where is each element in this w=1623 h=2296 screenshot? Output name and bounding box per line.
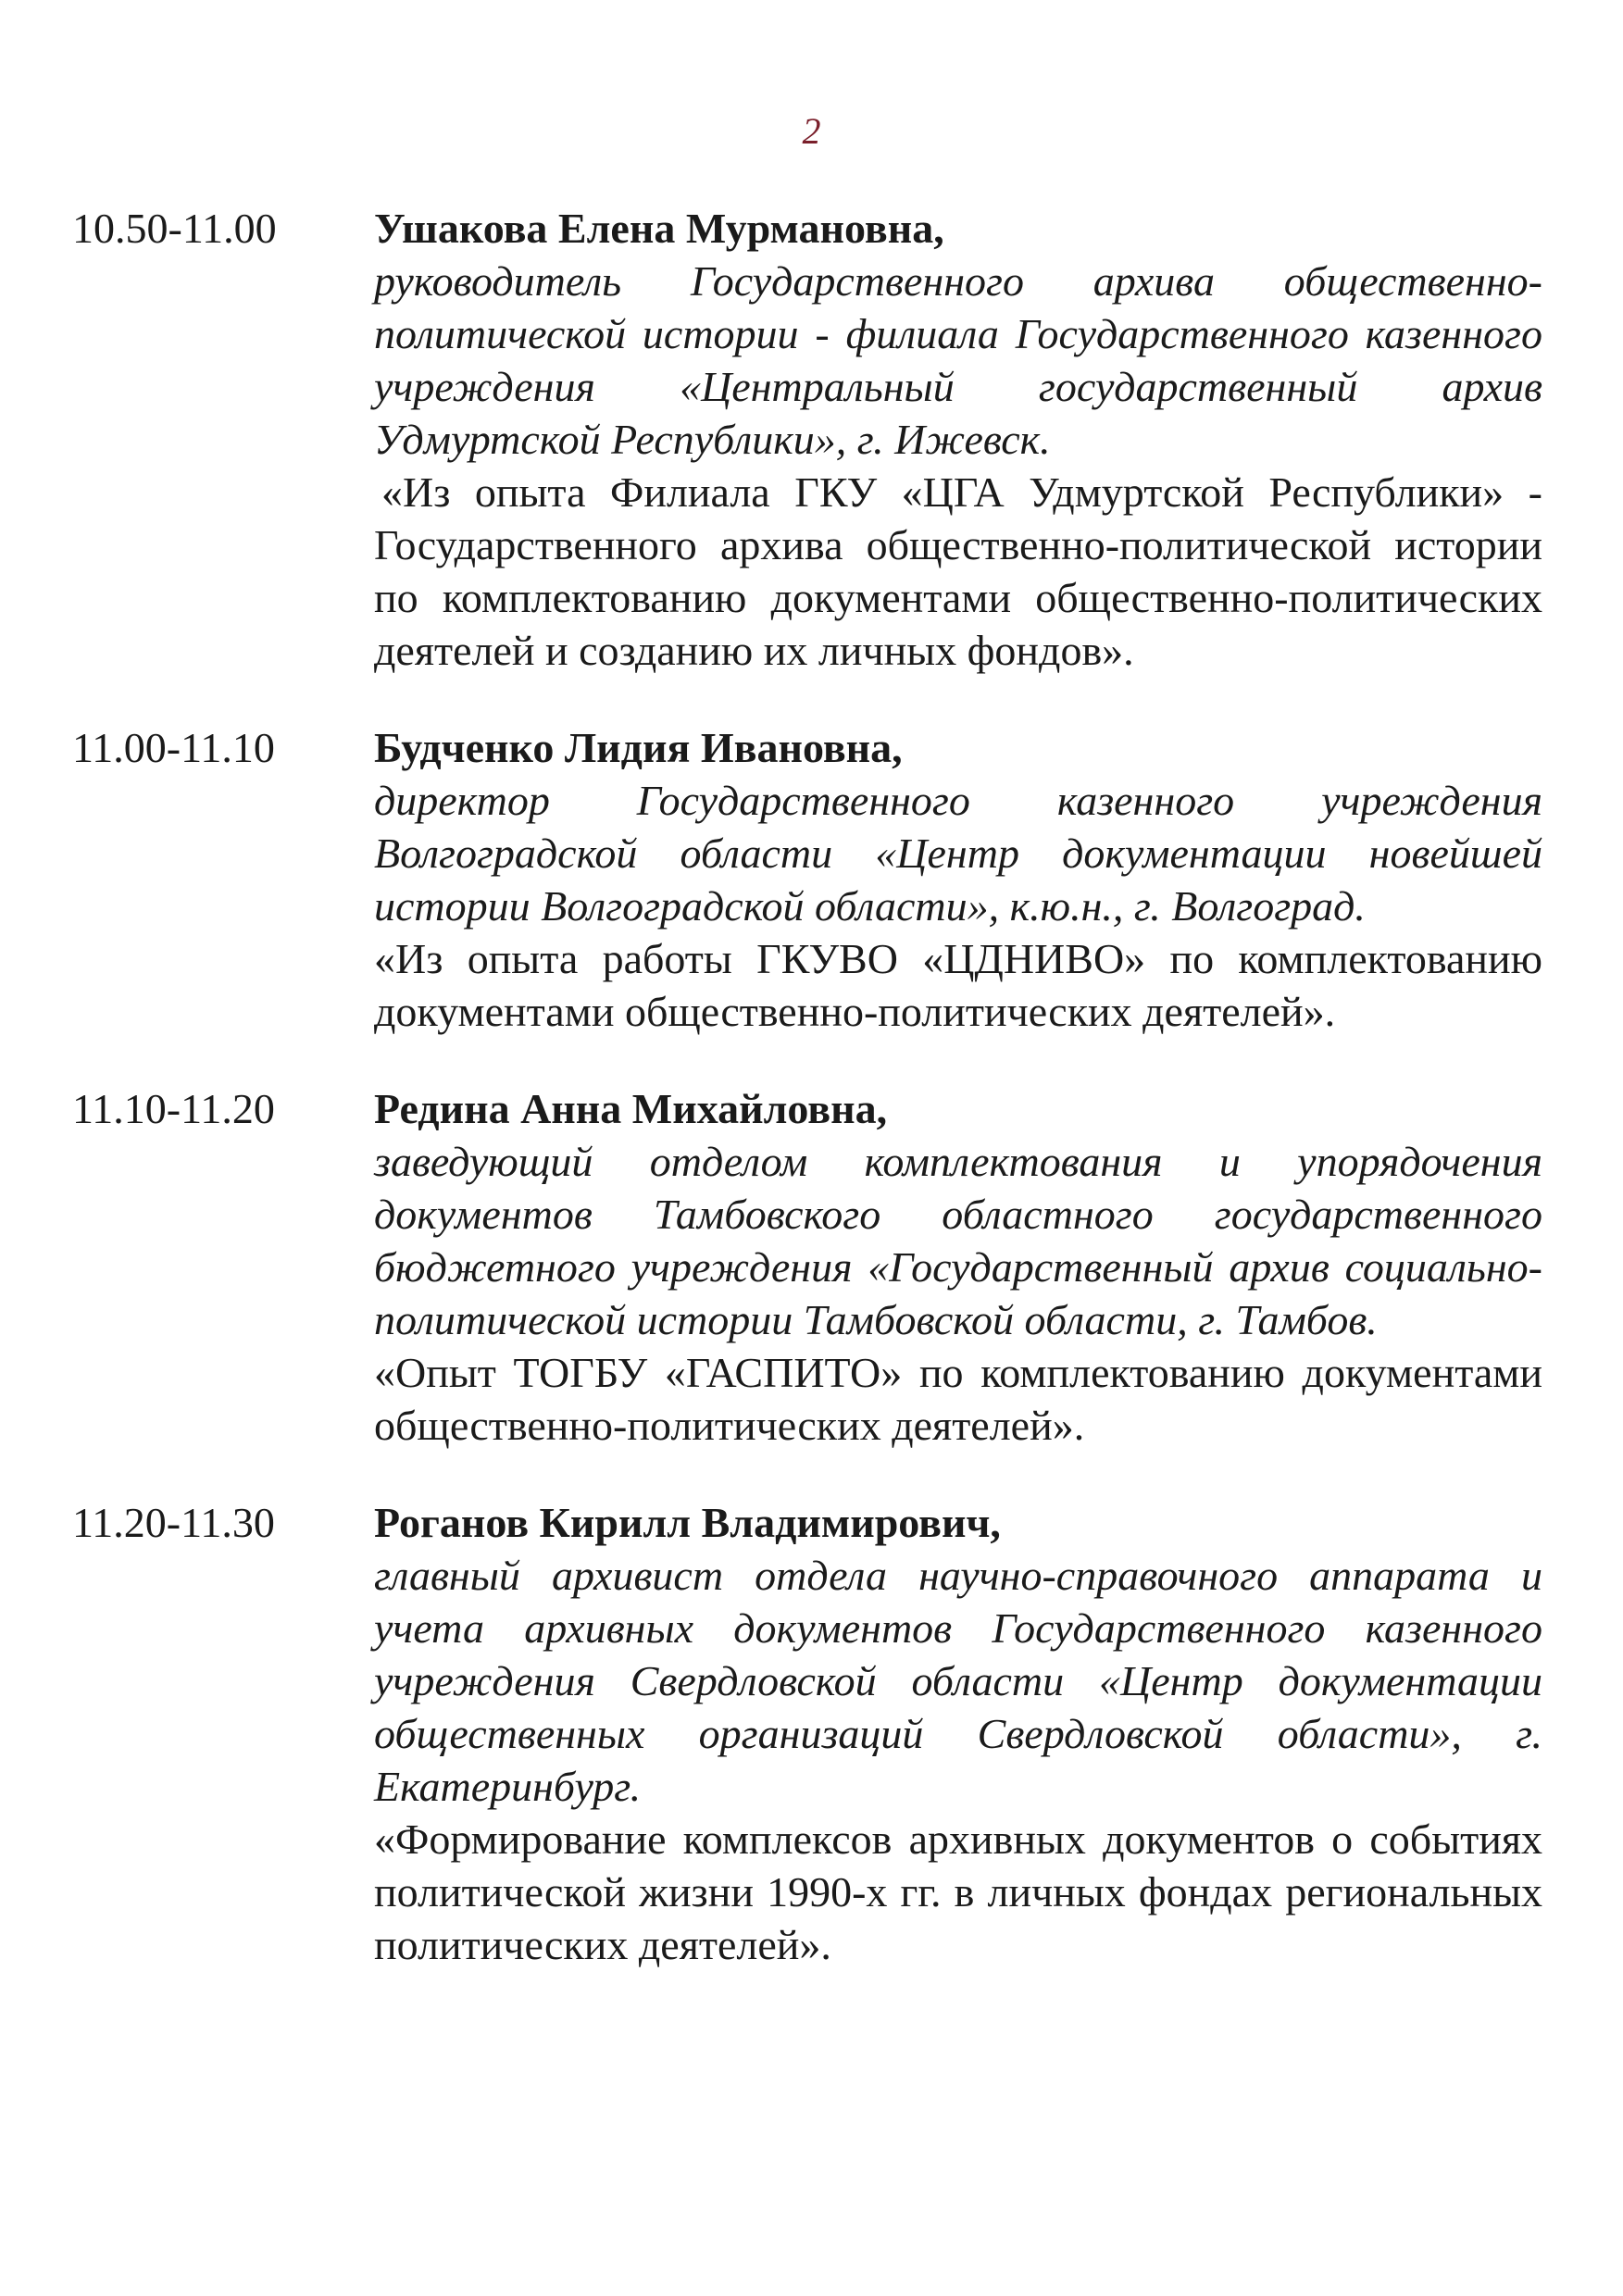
speaker-name: Ушакова Елена Мурмановна, bbox=[374, 205, 944, 252]
report-topic: «Опыт ТОГБУ «ГАСПИТО» по комплектованию документами общественно-политических деятелей». bbox=[374, 1349, 1542, 1449]
entry-time: 10.50-11.00 bbox=[72, 205, 277, 252]
entry-time: 11.20-11.30 bbox=[72, 1499, 275, 1546]
entry-time: 11.10-11.20 bbox=[72, 1085, 275, 1132]
report-topic: «Из опыта Филиала ГКУ «ЦГА Удмуртской Республики» - Государственного архива общественно-политической истории по комплектованию документами общественно-политических деятелей и созданию их личных фондов». bbox=[374, 468, 1542, 674]
program-entry bbox=[0, 1496, 1623, 1971]
report-topic: «Из опыта работы ГКУВО «ЦДНИВО» по комплектованию документами общественно-политических деятелей». bbox=[374, 935, 1542, 1035]
program-entries bbox=[0, 202, 1623, 2015]
speaker-name: Роганов Кирилл Владимирович, bbox=[374, 1499, 1001, 1546]
entry-content bbox=[374, 1496, 1542, 1971]
page-number: 2 bbox=[802, 110, 821, 152]
report-topic: «Формирование комплексов архивных документов о событиях политической жизни 1990-х гг. в личных фондах региональных политических деятелей». bbox=[374, 1816, 1542, 1968]
program-entry bbox=[0, 1082, 1623, 1452]
speaker-name: Будченко Лидия Ивановна, bbox=[374, 724, 903, 771]
program-entry bbox=[0, 721, 1623, 1038]
speaker-position: главный архивист отдела научно-справочного аппарата и учета архивных документов Государственного казенного учреждения Свердловской области «Центр документации общественных организаций Свердловской области», г. Екатеринбург. bbox=[374, 1552, 1542, 1810]
entry-content bbox=[374, 721, 1542, 1038]
speaker-position: заведующий отделом комплектования и упорядочения документов Тамбовского областного государственного бюджетного учреждения «Государственный архив социально-политической истории Тамбовской области, г. Тамбов. bbox=[374, 1138, 1542, 1343]
entry-content bbox=[374, 202, 1542, 677]
speaker-position: директор Государственного казенного учреждения Волгоградской области «Центр документации новейшей истории Волгоградской области», к.ю.н., г. Волгоград. bbox=[374, 777, 1542, 930]
speaker-name: Редина Анна Михайловна, bbox=[374, 1085, 888, 1132]
entry-time: 11.00-11.10 bbox=[72, 724, 275, 771]
program-entry bbox=[0, 202, 1623, 677]
entry-content bbox=[374, 1082, 1542, 1452]
speaker-position: руководитель Государственного архива общественно-политической истории - филиала Государственного казенного учреждения «Центральный государственный архив Удмуртской Республики», г. Ижевск. bbox=[374, 257, 1542, 463]
